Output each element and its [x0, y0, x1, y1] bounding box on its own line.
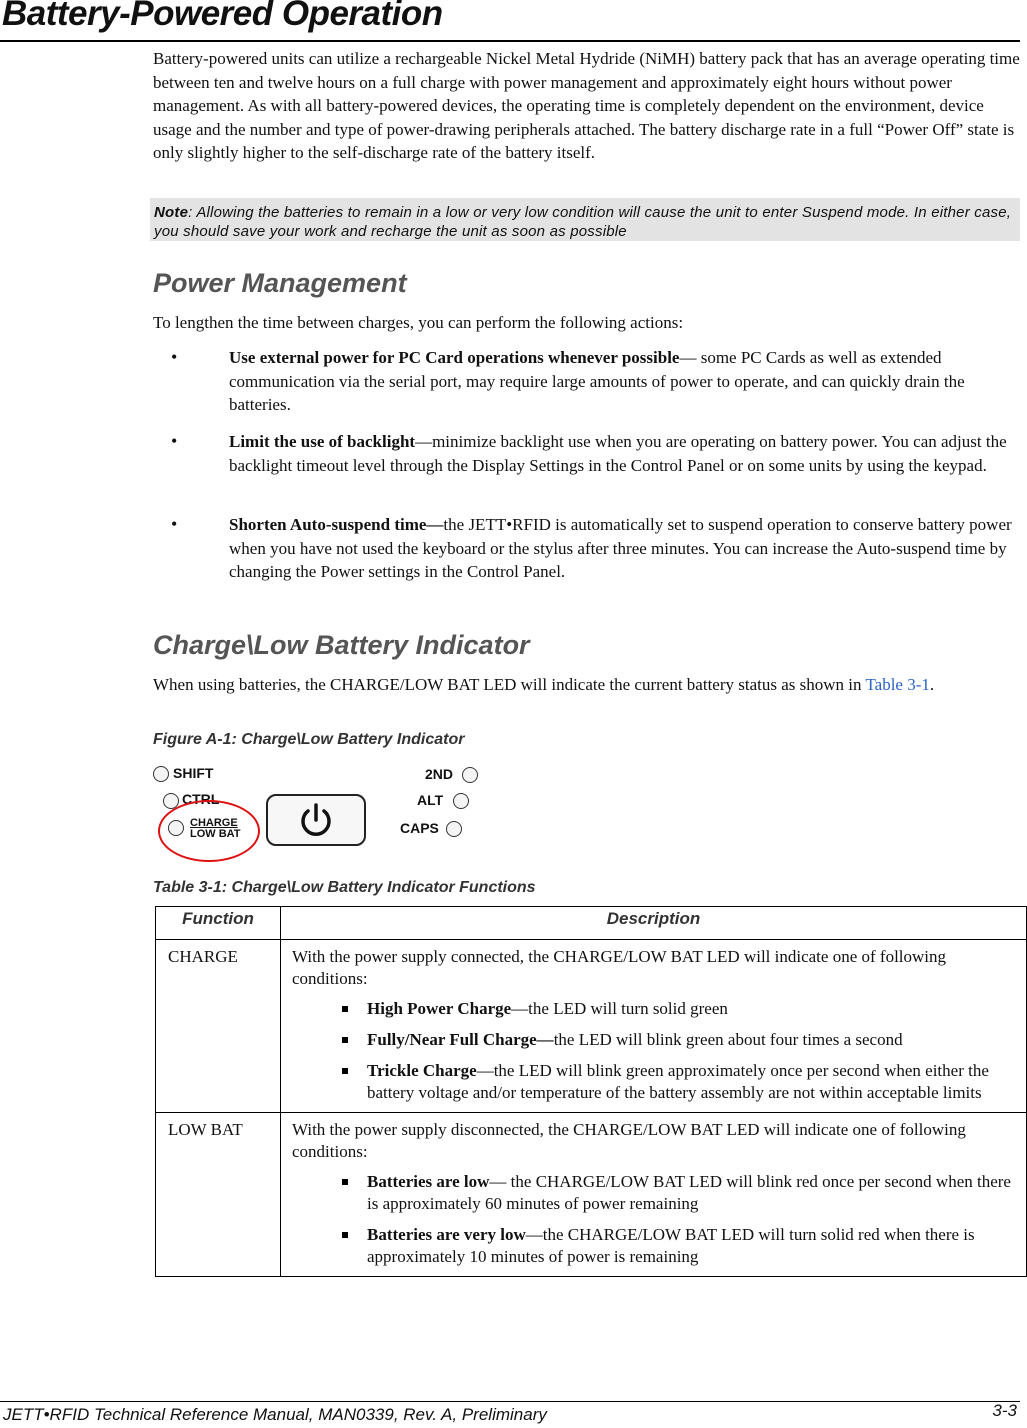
table-reference-link[interactable]: Table 3-1: [865, 675, 930, 694]
shift-led-icon: [153, 766, 169, 782]
power-tip-item: [171, 430, 1019, 477]
footer-rule: [0, 1401, 1020, 1402]
power-tip-text: the JETT•RFID is automatically set to suspend operation to conserve battery power when you have not used the keyboard or the stylus after three minutes. You can increase the Auto-suspend time by changing the Power settings in the Control Panel.: [229, 515, 1012, 581]
function-column-header: Function: [156, 907, 281, 940]
condition-text: the LED will blink green about four times a second: [553, 1030, 903, 1049]
power-management-heading: Power Management: [153, 268, 407, 298]
power-icon: [268, 796, 364, 844]
description-intro: With the power supply connected, the CHARGE/LOW BAT LED will indicate one of following conditions:: [292, 947, 947, 988]
caps-label: CAPS: [400, 820, 439, 836]
list-item: [367, 1029, 1018, 1051]
function-cell: CHARGE: [156, 940, 281, 1113]
power-button: [266, 794, 366, 846]
indicator-paragraph: [153, 673, 1021, 697]
condition-bold: Trickle Charge: [367, 1061, 477, 1080]
description-intro: With the power supply disconnected, the CHARGE/LOW BAT LED will indicate one of following conditions:: [292, 1120, 966, 1161]
condition-text: —the LED will blink green approximately once per second when either the battery voltage and/or temperature of the battery assembly are not within acceptable limits: [367, 1061, 989, 1102]
caps-led-icon: [446, 821, 462, 837]
indicator-text-end: .: [929, 675, 935, 694]
list-item: [367, 1171, 1018, 1215]
second-label: 2ND: [425, 766, 454, 782]
bullet-icon: •: [171, 347, 178, 367]
condition-text: —the LED will turn solid green: [511, 999, 728, 1018]
indicator-functions-table: [155, 906, 1027, 1277]
description-cell: [281, 940, 1027, 1113]
condition-bold: Batteries are very low: [367, 1225, 526, 1244]
page-title: Battery-Powered Operation: [2, 0, 443, 33]
power-tip-item: [171, 513, 1019, 584]
list-item: [367, 1224, 1018, 1268]
power-tip-bold: Use external power for PC Card operations whenever possible: [229, 348, 680, 367]
condition-bold: Batteries are low: [367, 1172, 490, 1191]
function-cell: LOW BAT: [156, 1113, 281, 1277]
indicator-heading: Charge\Low Battery Indicator: [153, 630, 530, 660]
table-caption: Table 3-1: Charge\Low Battery Indicator Functions: [153, 879, 536, 896]
condition-bold: High Power Charge: [367, 999, 512, 1018]
power-tip-text: —minimize backlight use when you are operating on battery power. You can adjust the backlight timeout level through the Display Settings in the Control Panel or on some units by using the keypad.: [229, 432, 1007, 475]
description-cell: [281, 1113, 1027, 1277]
note-label: Note: [154, 204, 189, 221]
power-management-lead: To lengthen the time between charges, you can perform the following actions:: [153, 313, 684, 332]
second-led-icon: [462, 767, 478, 783]
power-tip-text: — some PC Cards as well as extended communication via the serial port, may require large amounts of power to operate, and can quickly drain the batteries.: [229, 348, 965, 414]
ctrl-label: CTRL: [182, 791, 220, 807]
highlight-circle: [158, 800, 260, 862]
alt-label: ALT: [417, 792, 444, 808]
note-box: [150, 198, 1020, 241]
list-item: [367, 998, 1018, 1020]
intro-paragraph: Battery-powered units can utilize a rechargeable Nickel Metal Hydride (NiMH) battery pack that has an average operating time between ten and twelve hours on a full charge with power management and approximately eight hours without power management. As with all battery-powered devices, the operating time is completely dependent on the environment, device usage and the number and type of power-drawing peripherals attached. The battery discharge rate in a full “Power Off” state is only slightly higher to the self-discharge rate of the battery itself.: [153, 49, 1020, 162]
power-tip-bold: Shorten Auto-suspend time—: [229, 515, 444, 534]
page-number: 3-3: [992, 1401, 1017, 1420]
condition-list: [292, 998, 1018, 1104]
condition-text: —the CHARGE/LOW BAT LED will turn solid red when there is approximately 10 minutes of power is remaining: [367, 1225, 975, 1266]
condition-text: — the CHARGE/LOW BAT LED will blink red once per second when there is approximately 60 minutes of power remaining: [367, 1172, 1011, 1213]
figure-caption: Figure A-1: Charge\Low Battery Indicator: [153, 731, 465, 748]
note-text: : Allowing the batteries to remain in a low or very low condition will cause the unit to enter Suspend mode. In either case, you should save your work and recharge the unit as soon as possible: [154, 204, 1012, 240]
charge-label: CHARGE: [190, 817, 238, 829]
low-bat-label: LOW BAT: [190, 828, 241, 840]
condition-list: [292, 1171, 1018, 1268]
shift-label: SHIFT: [173, 765, 214, 781]
description-column-header: Description: [281, 907, 1027, 940]
table-row: [156, 940, 1027, 1113]
footer-text: JETT•RFID Technical Reference Manual, MAN0339, Rev. A, Preliminary: [3, 1405, 547, 1424]
indicator-text: When using batteries, the CHARGE/LOW BAT LED will indicate the current battery status as shown in: [153, 675, 866, 694]
bullet-icon: •: [171, 514, 178, 534]
power-tip-item: [171, 346, 1019, 417]
power-tip-bold: Limit the use of backlight: [229, 432, 416, 451]
alt-led-icon: [453, 793, 469, 809]
list-item: [367, 1060, 1018, 1104]
title-rule: [0, 40, 1020, 42]
condition-bold: Fully/Near Full Charge—: [367, 1030, 554, 1049]
table-header-row: [156, 907, 1027, 940]
table-row: [156, 1113, 1027, 1277]
bullet-icon: •: [171, 431, 178, 451]
